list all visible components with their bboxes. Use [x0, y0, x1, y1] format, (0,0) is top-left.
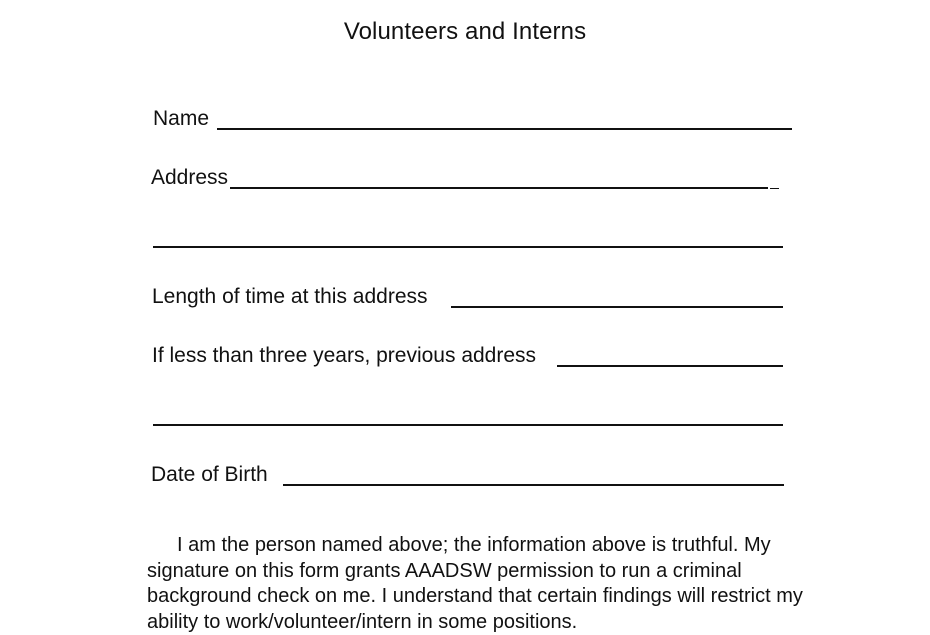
- name-field[interactable]: [217, 128, 792, 130]
- previous-address-field[interactable]: [557, 365, 783, 367]
- length-at-address-field[interactable]: [451, 306, 783, 308]
- address-label: Address: [151, 166, 229, 189]
- address-line-2-field[interactable]: [153, 246, 783, 248]
- consent-statement: I am the person named above; the information above is truthful. My signature on this form grants AAADSW permission to run a criminal background check on me. I understand that certain findings will restrict my ability to work/volunteer/intern in some positions.: [147, 534, 803, 633]
- previous-address-label: If less than three years, previous address: [152, 344, 537, 367]
- name-label: Name: [153, 107, 210, 130]
- length-at-address-label: Length of time at this address: [152, 285, 428, 308]
- date-of-birth-label: Date of Birth: [151, 463, 268, 486]
- address-field[interactable]: [230, 187, 768, 189]
- date-of-birth-field[interactable]: [283, 484, 784, 486]
- address-field-tail: [770, 188, 779, 189]
- previous-address-line-2-field[interactable]: [153, 424, 783, 426]
- form-title: Volunteers and Interns: [343, 18, 587, 45]
